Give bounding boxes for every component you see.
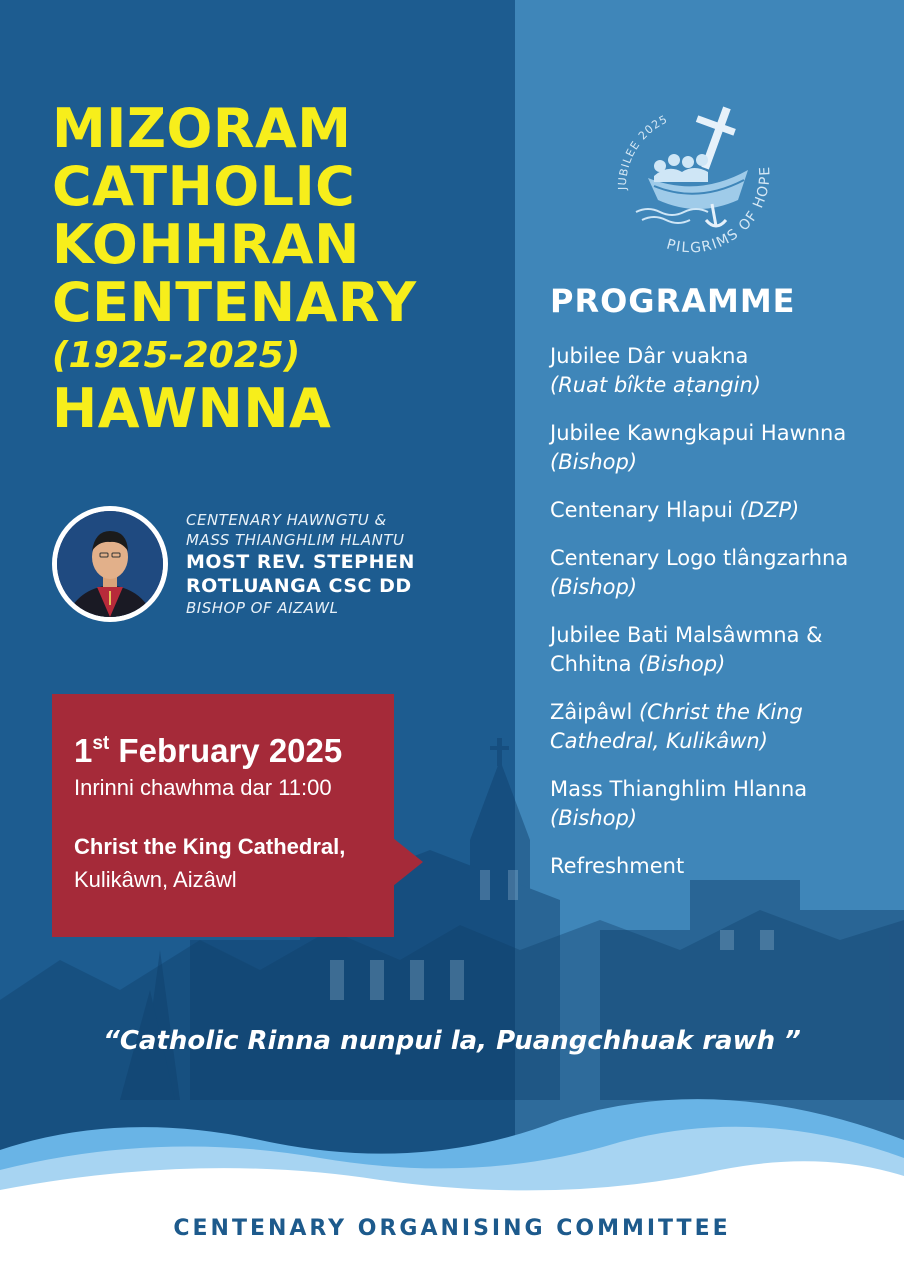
speaker-role-line1: CENTENARY HAWNGTU &	[186, 511, 387, 529]
title-line-4: CENTENARY	[52, 271, 417, 334]
speaker-name-line2: ROTLUANGA CSC DD	[186, 575, 412, 597]
title-years: (1925-2025)	[52, 335, 301, 376]
event-box-pointer	[393, 838, 423, 886]
footer-organiser: CENTENARY ORGANISING COMMITTEE	[173, 1216, 731, 1241]
programme-item	[550, 496, 890, 525]
programme-item-main: Jubilee Bati Malsâwmna & Chhitna	[550, 623, 823, 676]
programme-item	[550, 775, 890, 833]
programme-item-note: (Bishop)	[550, 806, 638, 830]
programme-item	[550, 544, 890, 602]
title-line-last: HAWNNA	[52, 377, 332, 440]
programme-item	[550, 342, 890, 400]
programme-heading: PROGRAMME	[550, 282, 796, 320]
logo-arc-top: JUBILEE 2025	[615, 112, 671, 191]
programme-item-note: (Ruat bîkte aṭangin)	[550, 373, 761, 397]
event-date-rest: February 2025	[109, 732, 343, 769]
wave-decoration	[0, 1080, 904, 1280]
event-place: Kulikâwn, Aizâwl	[74, 867, 237, 892]
event-title	[52, 97, 417, 440]
programme-item-note: (Bishop)	[638, 652, 726, 676]
programme-item-main: Mass Thianghlim Hlanna	[550, 777, 808, 801]
logo-arc-bottom: PILGRIMS OF HOPE	[664, 164, 774, 257]
programme-item-note: (DZP)	[739, 498, 800, 522]
programme-item	[550, 698, 890, 756]
programme-item-note: (Christ the King Cathedral, Kulikâwn)	[550, 700, 803, 753]
event-time: Inrinni chawhma dar 11:00	[74, 775, 332, 800]
quote-text: “Catholic Rinna nunpui la, Puangchhuak rawh ”	[103, 1026, 801, 1056]
bishop-portrait	[57, 511, 163, 617]
title-line-1: MIZORAM	[52, 97, 352, 160]
title-line-3: KOHHRAN	[52, 213, 360, 276]
speaker-role-line2: MASS THIANGHLIM HLANTU	[186, 531, 405, 549]
bishop-avatar	[52, 506, 168, 622]
programme-item-main: Jubilee Kawngkapui Hawnna	[550, 421, 847, 445]
jubilee-logo	[608, 100, 798, 270]
speaker-title: BISHOP OF AIZAWL	[186, 599, 339, 617]
event-date-day: 1	[74, 732, 93, 769]
event-details-box	[52, 694, 394, 937]
speaker-name-line1: MOST REV. STEPHEN	[186, 551, 415, 573]
programme-list	[550, 342, 890, 900]
programme-item-note: (Bishop)	[550, 450, 638, 474]
programme-item-main: Zâipâwl	[550, 700, 639, 724]
programme-item	[550, 419, 890, 477]
speaker-info	[186, 510, 415, 618]
programme-item	[550, 621, 890, 679]
programme-item-main: Centenary Logo tlângzarhna	[550, 546, 849, 570]
event-venue: Christ the King Cathedral,	[74, 834, 346, 859]
programme-item	[550, 852, 890, 881]
event-date	[74, 732, 342, 770]
programme-item-note: (Bishop)	[550, 575, 638, 599]
title-line-2: CATHOLIC	[52, 155, 356, 218]
event-date-suffix: st	[92, 733, 110, 754]
programme-item-main: Centenary Hlapui	[550, 498, 740, 522]
programme-item-main: Refreshment	[550, 854, 685, 878]
programme-item-main: Jubilee Dâr vuakna	[550, 344, 749, 368]
